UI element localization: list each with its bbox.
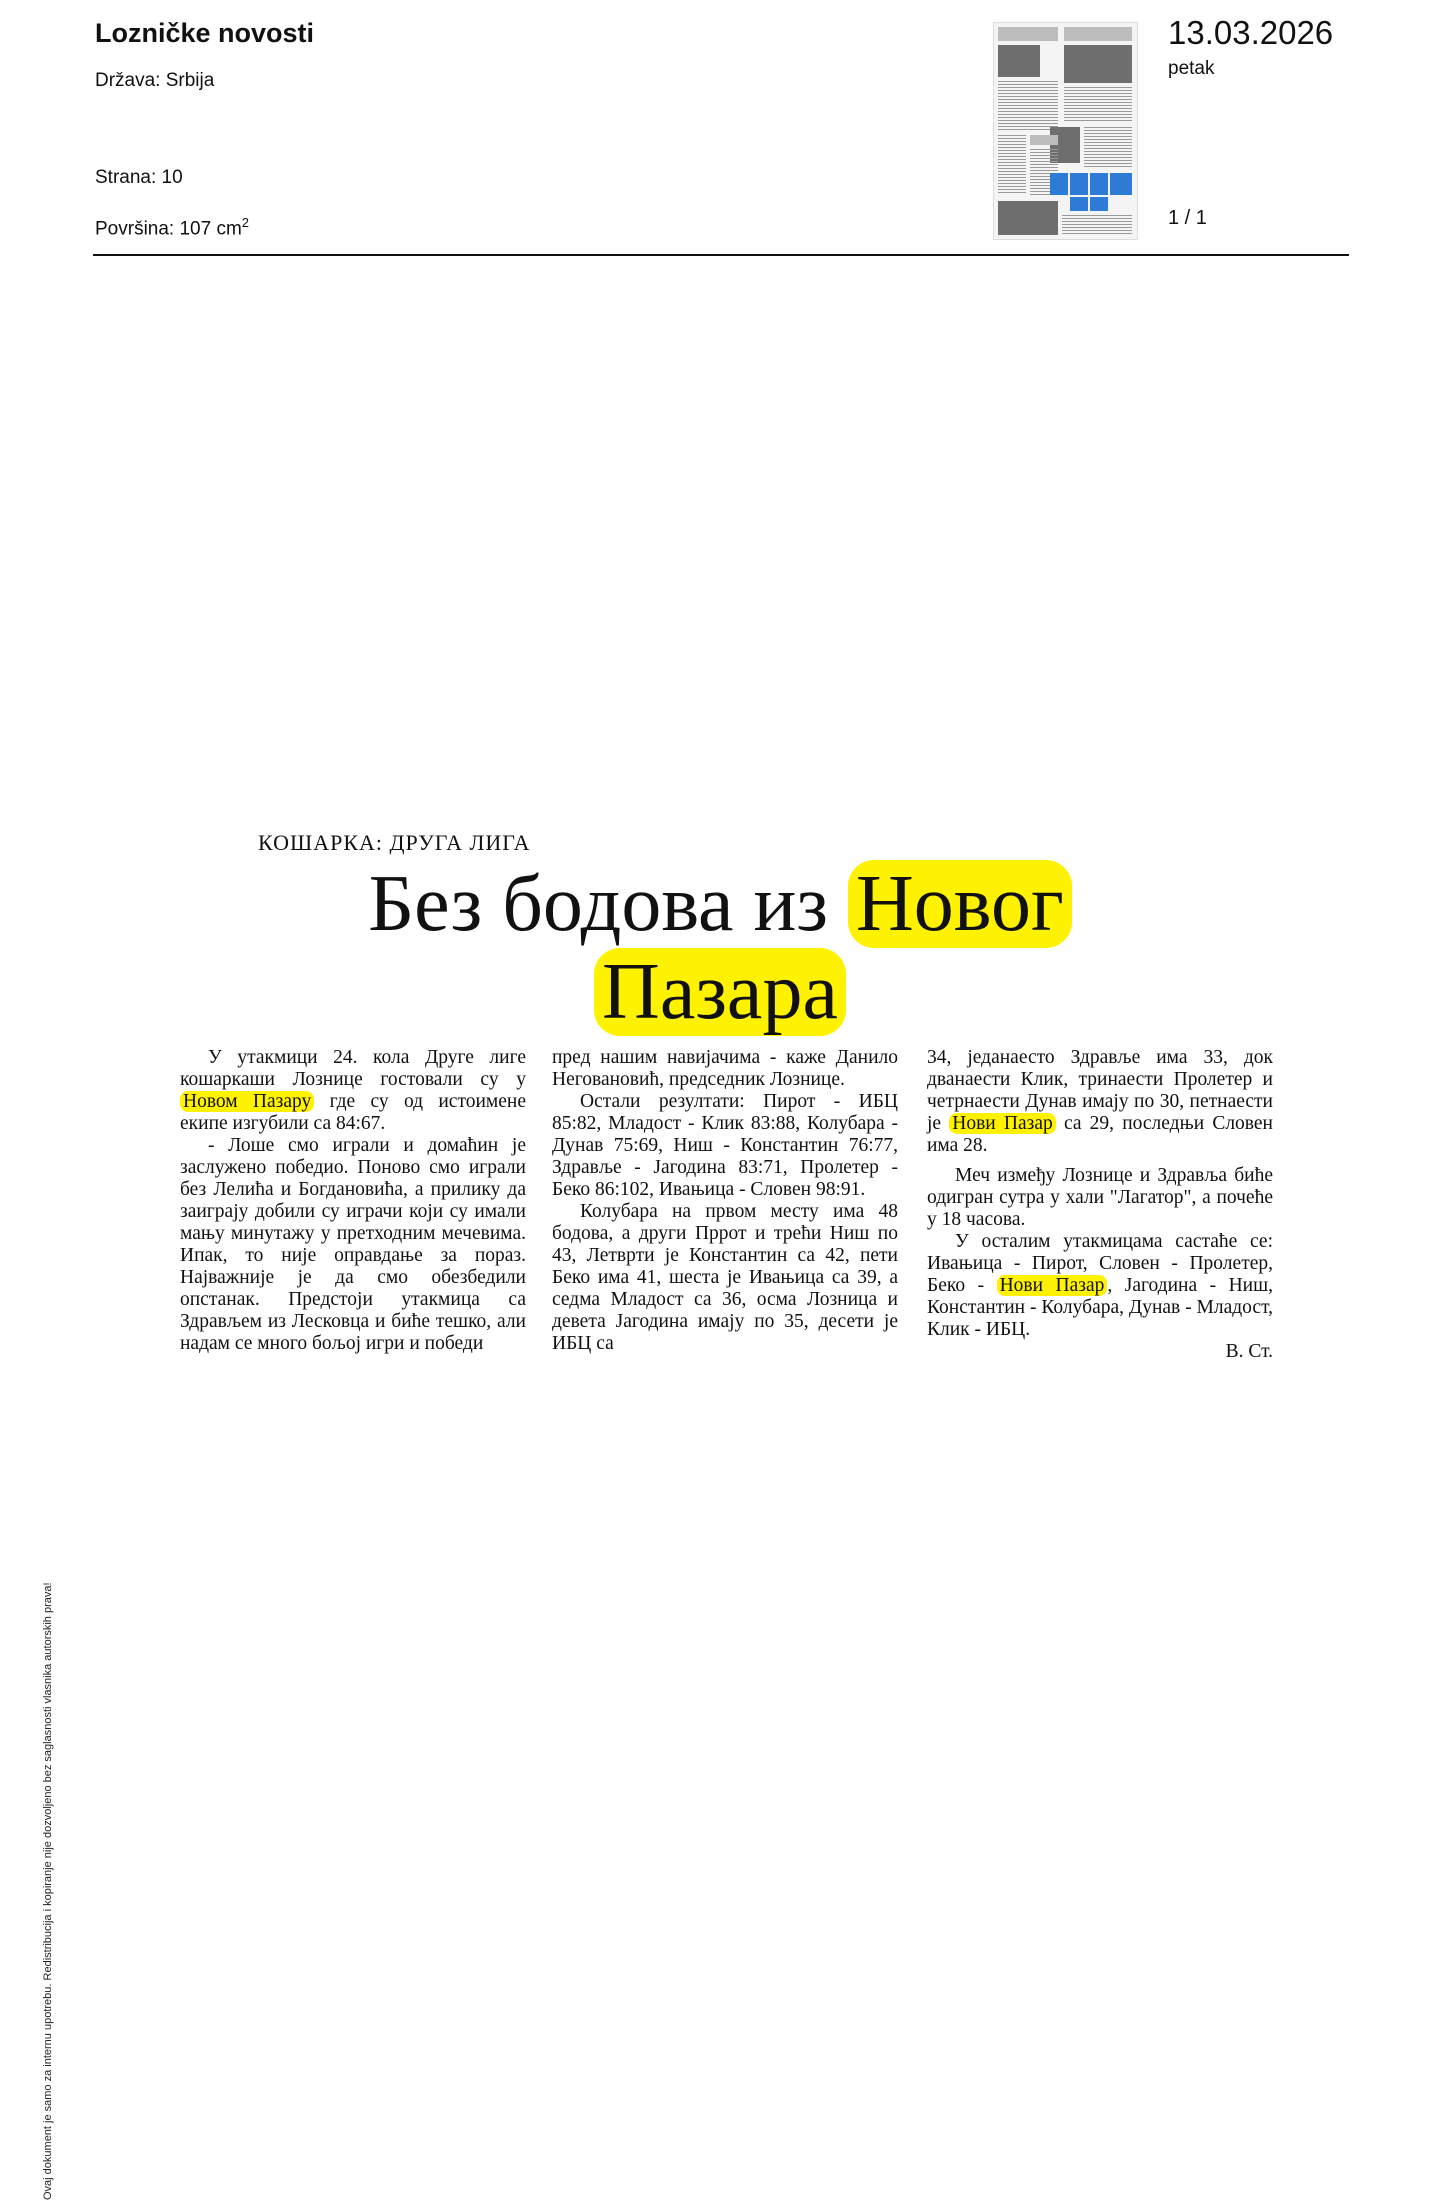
page-label: Strana: 10 <box>95 167 183 188</box>
area-label <box>95 215 249 240</box>
col1-p1-highlight: Новом Пазару <box>180 1091 314 1112</box>
col3-p3-text-a: У осталим утакмицама састаће се: Ивањица - Пирот, Словен - Пролетер, Беко - <box>927 1231 1273 1296</box>
page-counter: 1 / 1 <box>1168 207 1207 229</box>
article-column-1 <box>180 1047 526 1355</box>
col3-p3-text-b: , Јагодина - Ниш, Константин - Колубара, Дунав - Младост, Клик - ИБЦ. <box>927 1275 1273 1340</box>
copyright-notice: Ovaj dokument je samo za internu upotrebu. Redistribucija i kopiranje nije dozvoljeno bez saglasnosti vlasnika autorskih prava! <box>42 1582 54 2200</box>
col3-paragraph-1 <box>927 1047 1273 1157</box>
title-highlight-2: Пазара <box>594 948 846 1036</box>
article-column-2 <box>552 1047 898 1355</box>
col1-paragraph-1 <box>180 1047 526 1135</box>
col3-p3-highlight: Нови Пазар <box>997 1275 1108 1296</box>
area-unit-sup: 2 <box>241 215 250 230</box>
article-column-3 <box>927 1047 1273 1363</box>
header-divider <box>93 254 1349 256</box>
col2-paragraph-3: Колубара на првом месту има 48 бодова, а други Пррот и трећи Ниш по 43, Летврти је Константин са 42, пети Беко има 41, шеста је Ивањица са 39, а седма Младост са 36, осма Лозница и девета Јагодина имају по 35, десети је ИБЦ са <box>552 1201 898 1354</box>
article-title <box>180 860 1260 1036</box>
col1-p1-text-a: У утакмици 24. кола Друге лиге кошаркаши Лознице гостовали су у <box>180 1047 526 1090</box>
col3-paragraph-3 <box>927 1231 1273 1341</box>
col3-p1-text-a: 34, једанаесто Здравље има 33, док дванаести Клик, тринаести Пролетер и четрнаести Дунав имају по 30, петнаести је <box>927 1047 1273 1134</box>
col2-paragraph-2: Остали резултати: Пирот - ИБЦ 85:82, Младост - Клик 83:88, Колубара - Дунав 75:69, Ниш - Константин 76:77, Здравље - Јагодина 83:71, Пролетер - Беко 86:102, Ивањица - Словен 98:91. <box>552 1091 898 1200</box>
page-thumbnail[interactable] <box>993 22 1138 240</box>
issue-weekday: petak <box>1168 58 1215 79</box>
publication-name: Lozničke novosti <box>95 18 315 48</box>
article-kicker: КОШАРКА: ДРУГА ЛИГА <box>258 830 531 855</box>
header-right <box>1168 14 1333 80</box>
article-signature: В. Ст. <box>1225 1341 1273 1362</box>
col1-p1-text-b: где су од истоимене екипе изгубили са 84:67. <box>180 1091 526 1134</box>
col3-p1-highlight: Нови Пазар <box>949 1113 1056 1134</box>
issue-date: 13.03.2026 <box>1168 14 1334 51</box>
title-highlight-1: Новог <box>848 860 1072 948</box>
title-part-1: Без бодова из <box>368 860 848 948</box>
col3-p1-text-b: са 29, последњи Словен има 28. <box>927 1113 1273 1156</box>
col2-paragraph-1: пред нашим навијачима - каже Данило Неговановић, председник Лознице. <box>552 1047 898 1090</box>
country-label: Država: Srbija <box>95 70 215 91</box>
col3-paragraph-2: Меч између Лознице и Здравља биће одигран сутра у хали "Лагатор", а почеће у 18 часова. <box>927 1165 1273 1230</box>
col1-paragraph-2: - Лоше смо играли и домаћин је заслужено победио. Поново смо играли без Лелића и Богдановића, а прилику да заиграју добили су играчи који су имали мању минутажу у претходним мечевима. Ипак, то није оправдање за пораз. Најважније је да смо обезбедили опстанак. Предстоји утакмица са Здрављем из Лесковца и биће тешко, али надам се много бољој игри и победи <box>180 1135 526 1354</box>
area-text: Površina: 107 cm <box>95 218 242 240</box>
header-left <box>95 18 314 71</box>
